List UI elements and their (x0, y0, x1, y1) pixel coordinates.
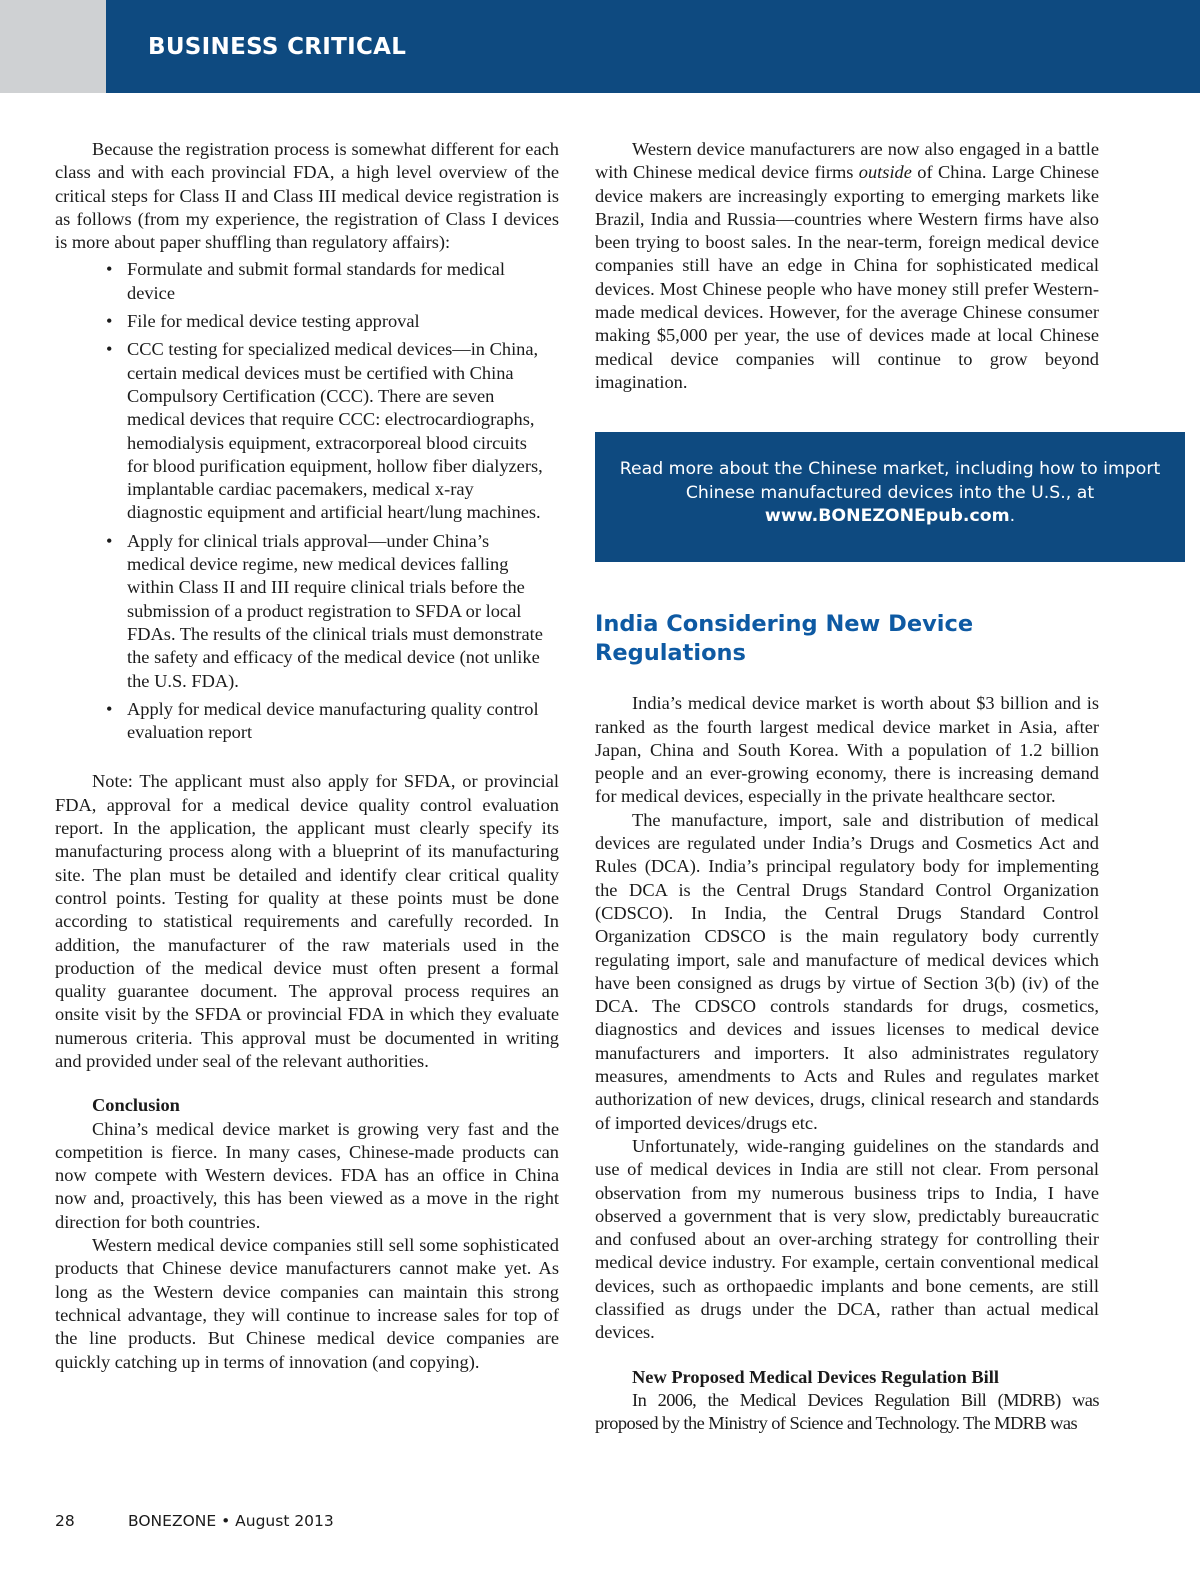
list-item: • Apply for clinical trials approval—under China’s medical device regime, new medical devices falling within Class II and III require clinical trials before the submission of a product registration to SFDA or local FDAs. The results of the clinical trials must demonstrate the safety and efficacy of the medical device (not unlike the U.S. FDA). (106, 530, 543, 691)
page-footer (55, 1512, 334, 1530)
bullet-icon: • (106, 530, 113, 551)
conclusion-paragraph-2: Western medical device companies still sell some sophisticated products that Chinese device manufacturers cannot make yet. As long as the Western device companies can maintain this strong technical advantage, they will continue to increase sales for top of the line products. But Chinese medical device companies are quickly catching up in terms of innovation (and copying). (55, 1235, 559, 1372)
intro-paragraph: Because the registration process is somewhat different for each class and with each provincial FDA, a high level overview of the critical steps for Class II and Class III medical device registration is as follows (from my experience, the registration of Class I devices is more about paper shuffling than regulatory affairs): (55, 139, 559, 253)
bullet-icon: • (106, 259, 113, 280)
mdrb-subheading: New Proposed Medical Devices Regulation Bill (632, 1366, 999, 1387)
bullet-icon: • (106, 339, 113, 360)
list-item: • File for medical device testing approval (127, 310, 559, 333)
bullet-icon: • (106, 311, 113, 332)
read-more-callout: Read more about the Chinese market, including how to import Chinese manufactured devices into the U.S., at www.BONEZONEpub.com. (595, 432, 1185, 562)
india-section-title: India Considering New Device Regulations (595, 611, 974, 667)
india-paragraph-3: Unfortunately, wide-ranging guidelines on the standards and use of medical devices in India are still not clear. From personal observation from my numerous business trips to India, I have observed a government that is very slow, predictably bureaucratic and confused about an over-arching strategy for controlling their medical device industry. For example, certain conventional medical devices, such as orthopaedic implants and bone cements, are still classified as drugs under the DCA, rather than actual medical devices. (595, 1135, 1099, 1343)
bonezone-link[interactable]: www.BONEZONEpub.com (764, 505, 1010, 526)
list-item: • Formulate and submit formal standards for medical device (106, 259, 505, 303)
section-header-title: BUSINESS CRITICAL (148, 34, 407, 60)
spacer (595, 1345, 1099, 1366)
india-paragraph-1: India’s medical device market is worth about $3 billion and is ranked as the fourth largest medical device market in Asia, after Japan, China and South Korea. With a population of 1.2 billion people and an ever-growing economy, there is increasing demand for medical devices, especially in the private healthcare sector. (595, 693, 1099, 807)
right-column (595, 138, 1161, 1435)
india-paragraph-2: The manufacture, import, sale and distribution of medical devices are regulated under India’s Drugs and Cosmetics Act and Rules (DCA). India’s principal regulatory body for implementing the DCA is the Central Drugs Standard Control Organization (CDSCO). In India, the Central Drugs Standard Control Organization CDSCO is the main regulatory body currently regulating import, sale and manufacture of medical devices which have been consigned as drugs by virtue of Section 3(b) (iv) of the DCA. The CDSCO controls standards for drugs, cosmetics, diagnostics and devices and issues licenses to medical device manufacturers and importers. It also administrates regulatory measures, amendments to Acts and Rules and regulates market authorization of new devices, drugs, clinical research and standards of imported devices/drugs etc. (595, 809, 1099, 1133)
bullet-icon: • (106, 698, 113, 719)
header-gray-block (0, 0, 106, 93)
emphasis-outside: outside (858, 162, 912, 183)
note-paragraph: Note: The applicant must also apply for SFDA, or provincial FDA, approval for a medical device quality control evaluation report. In the application, the applicant must clearly specify its manufacturing process along with a blueprint of its manufacturing site. The plan must be detailed and identify clear critical quality control points. Testing for quality at these points must be done according to statistical requirements and carefully recorded. In addition, the manufacturer of the raw materials used in the production of the medical device must often present a formal quality guarantee document. The approval process requires an onsite visit by the SFDA or provincial FDA in which they evaluate numerous criteria. This approval must be documented in writing and provided under seal of the relevant authorities. (55, 771, 559, 1071)
spacer (55, 749, 559, 770)
western-battle-paragraph: Western device manufacturers are now also engaged in a battle with Chinese medical device firms outside of China. Large Chinese device makers are increasingly exporting to emerging markets like Brazil, India and Russia—countries where Western firms have also been trying to boost sales. In the near-term, foreign medical device companies still have an edge in China for sophisticated medical devices. Most Chinese people who have money still prefer Western-made medical devices. However, for the average Chinese consumer making $5,000 per year, the use of devices made at local Chinese medical device companies will continue to grow beyond imagination. (595, 139, 1099, 392)
header-bar (106, 0, 1200, 93)
spacer (55, 1073, 559, 1094)
registration-steps-list (55, 258, 559, 744)
conclusion-paragraph-1: China’s medical device market is growing very fast and the competition is fierce. In many cases, Chinese-made products can now compete with Western devices. FDA has an office in China now and, proactively, this has been viewed as a move in the right direction for both countries. (55, 1118, 559, 1232)
left-column (55, 138, 559, 1374)
list-item: • CCC testing for specialized medical devices—in China, certain medical devices must be certified with China Compulsory Certification (CCC). There are seven medical devices that require CCC: electrocardiographs, hemodialysis equipment, extracorporeal blood circuits for blood purification equipment, hollow fiber dialyzers, implantable cardiac pacemakers, medical x-ray diagnostic equipment and artificial heart/lung machines. (106, 339, 543, 523)
list-item: • Apply for medical device manufacturing quality control evaluation report (106, 698, 539, 743)
mdrb-paragraph: In 2006, the Medical Devices Regulation Bill (MDRB) was proposed by the Ministry of Science and Technology. The MDRB was (595, 1389, 1099, 1434)
conclusion-heading: Conclusion (92, 1095, 180, 1116)
publication-info: BONEZONE • August 2013 (128, 1512, 334, 1530)
page-number: 28 (55, 1512, 75, 1530)
